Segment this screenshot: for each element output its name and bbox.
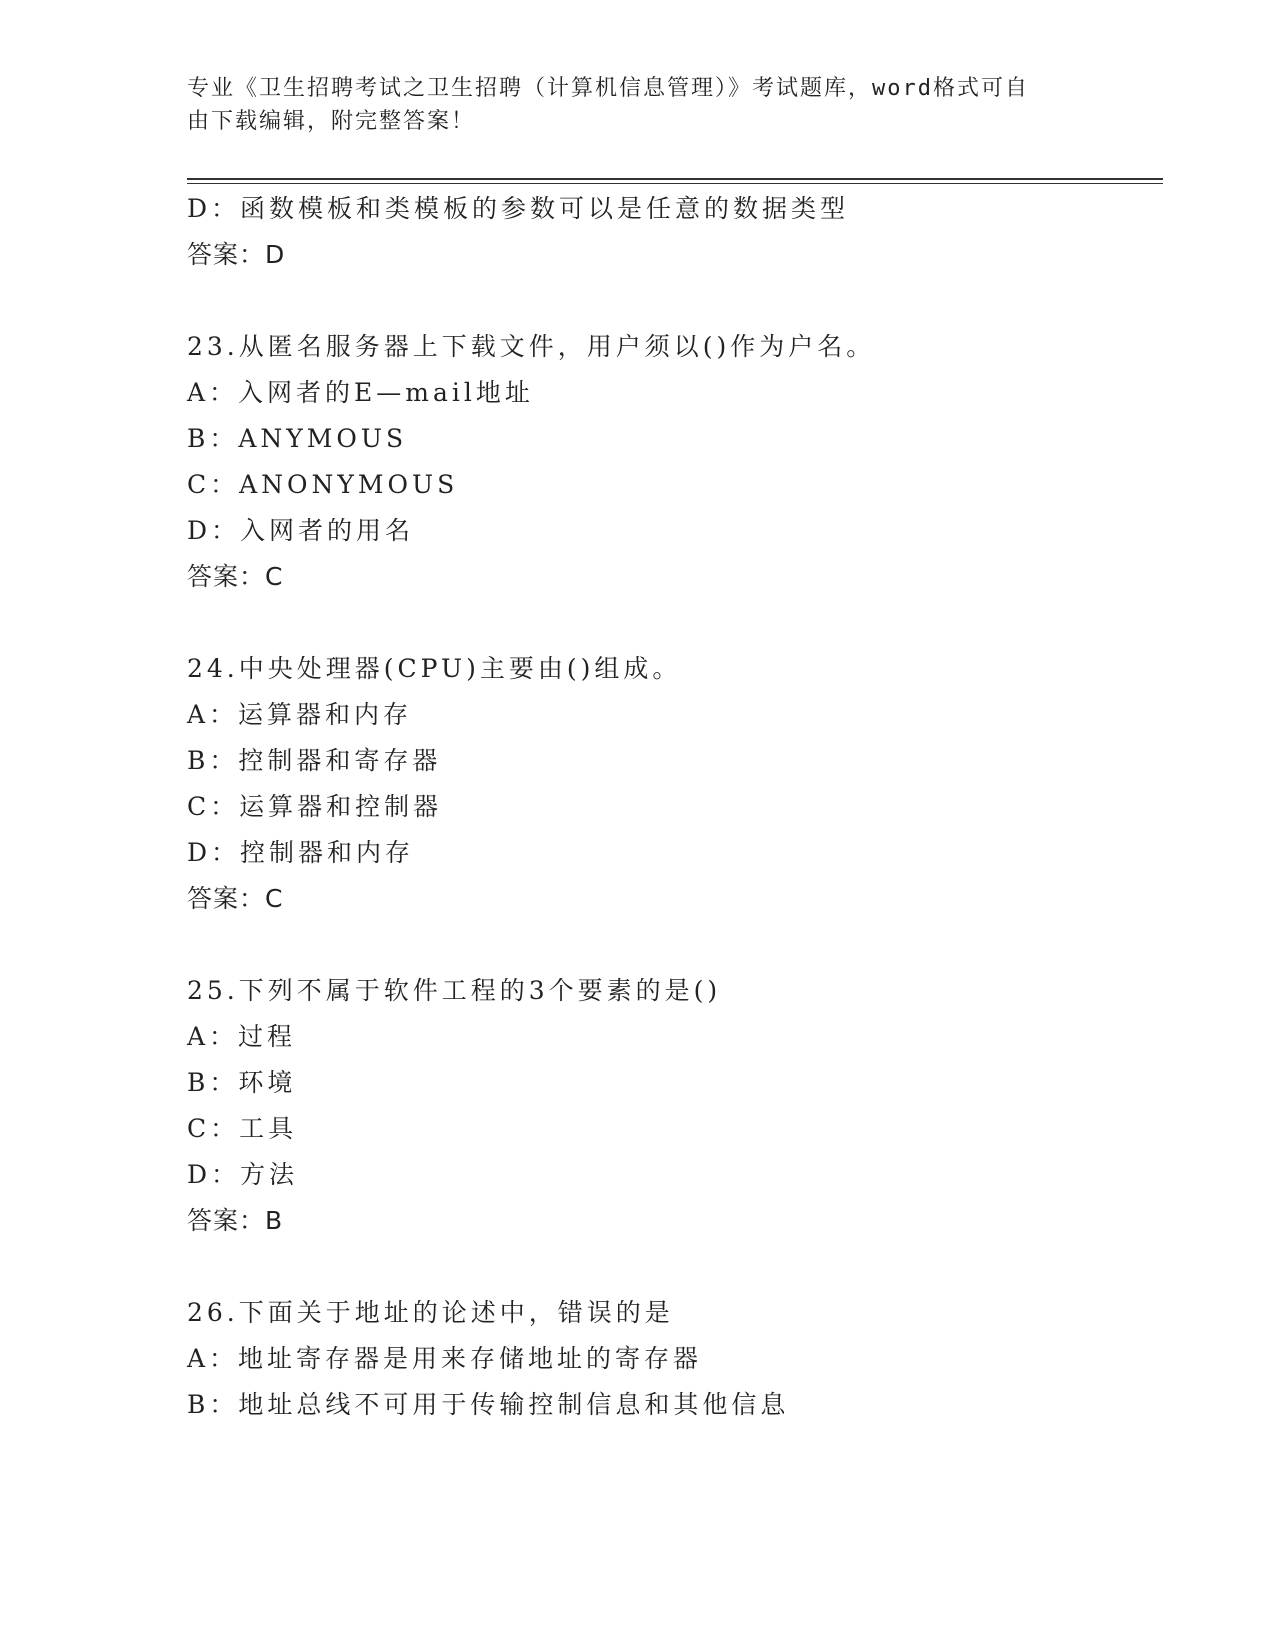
header-line-1: 专业《卫生招聘考试之卫生招聘（计算机信息管理）》考试题库，word格式可自 [187,76,1029,101]
answer: 答案：B [187,1206,284,1235]
question-stem: 24.中央处理器(CPU)主要由()组成。 [187,654,682,683]
answer: 答案：C [187,884,284,913]
header-divider-thin [187,183,1163,184]
prev-question-option-d: D：函数模板和类模板的参数可以是任意的数据类型 [187,194,850,223]
option-c: C：ANONYMOUS [187,470,459,499]
question-stem: 25.下列不属于软件工程的3个要素的是() [187,976,722,1005]
option-a: A：过程 [187,1022,297,1051]
option-b: B：ANYMOUS [187,424,408,453]
option-a: A：运算器和内存 [187,700,413,729]
option-a: A：入网者的E—mail地址 [187,378,534,407]
option-b: B：环境 [187,1068,297,1097]
question-26 [187,1290,1147,1428]
option-d: D：控制器和内存 [187,838,415,867]
question-25 [187,968,1147,1244]
question-24 [187,646,1147,922]
prev-question-answer: 答案：D [187,240,286,269]
question-stem: 26.下面关于地址的论述中，错误的是 [187,1298,674,1327]
option-b: B：控制器和寄存器 [187,746,442,775]
question-list [187,186,1147,1428]
option-c: C：工具 [187,1114,298,1143]
option-b: B：地址总线不可用于传输控制信息和其他信息 [187,1390,790,1419]
option-a: A：地址寄存器是用来存储地址的寄存器 [187,1344,703,1373]
option-d: D：入网者的用名 [187,516,415,545]
option-c: C：运算器和控制器 [187,792,443,821]
header-line-2: 由下载编辑，附完整答案！ [187,109,476,134]
answer: 答案：C [187,562,284,591]
question-stem: 23.从匿名服务器上下载文件，用户须以()作为户名。 [187,332,876,361]
option-d: D：方法 [187,1160,299,1189]
document-header [187,72,1067,138]
header-divider-thick [187,178,1163,180]
question-23 [187,324,1147,600]
